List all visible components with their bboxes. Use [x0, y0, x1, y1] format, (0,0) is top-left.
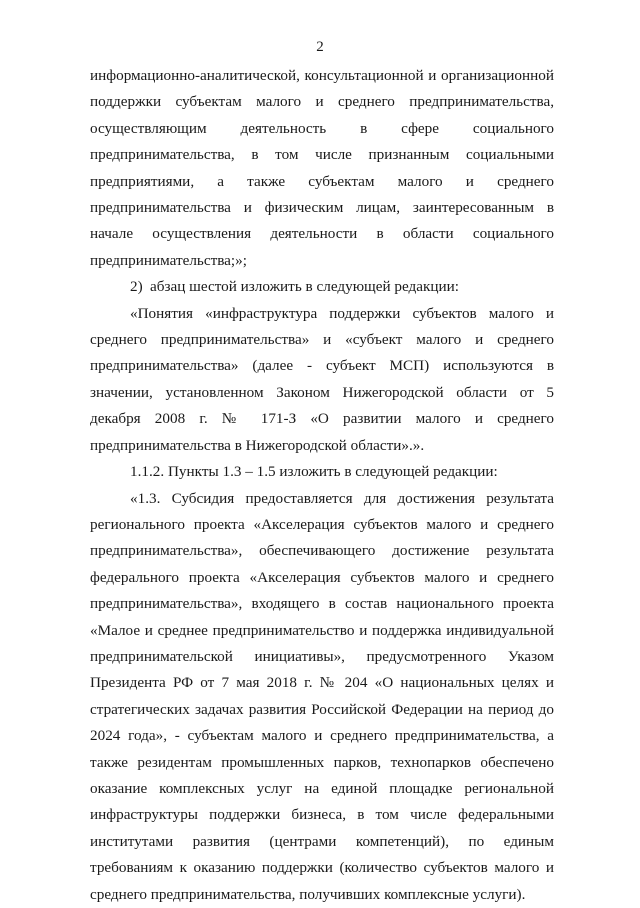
list-item-text: абзац шестой изложить в следующей редакции:	[150, 274, 554, 300]
document-body	[90, 63, 554, 908]
paragraph-definitions: «Понятия «инфраструктура поддержки субъектов малого и среднего предпринимательства» и «субъект малого и среднего предпринимательства» (далее - субъект МСП) используются в значении, установленном Законом Нижегородской области от 5 декабря 2008 г. № 171-З «О развитии малого и среднего предпринимательства в Нижегородской области».».	[90, 301, 554, 459]
list-item-2	[90, 274, 554, 300]
page-number: 2	[0, 38, 640, 56]
paragraph-clause-1-3: «1.3. Субсидия предоставляется для достижения результата регионального проекта «Акселерация субъектов малого и среднего предпринимательства», обеспечивающего достижение результата федерального проекта «Акселерация субъектов малого и среднего предпринимательства», входящего в состав национального проекта «Малое и среднее предпринимательство и поддержка индивидуальной предпринимательской инициативы», предусмотренного Указом Президента РФ от 7 мая 2018 г. № 204 «О национальных целях и стратегических задачах развития Российской Федерации на период до 2024 года», - субъектам малого и среднего предпринимательства, а также резидентам промышленных парков, технопарков обеспечено оказание комплексных услуг на единой площадке региональной инфраструктуры поддержки бизнеса, в том числе федеральными институтами развития (центрами компетенций), по единым требованиям к оказанию поддержки (количество субъектов малого и среднего предпринимательства, получивших комплексные услуги).	[90, 486, 554, 908]
list-item-number: 2)	[90, 274, 150, 300]
paragraph-clause-1-1-2: 1.1.2. Пункты 1.3 – 1.5 изложить в следующей редакции:	[90, 459, 554, 485]
paragraph-continuation: информационно-аналитической, консультационной и организационной поддержки субъектам малого и среднего предпринимательства, осуществляющим деятельность в сфере социального предпринимательства, в том числе признанным социальными предприятиями, а также субъектам малого и среднего предпринимательства и физическим лицам, заинтересованным в начале осуществления деятельности в области социального предпринимательства;»;	[90, 63, 554, 274]
